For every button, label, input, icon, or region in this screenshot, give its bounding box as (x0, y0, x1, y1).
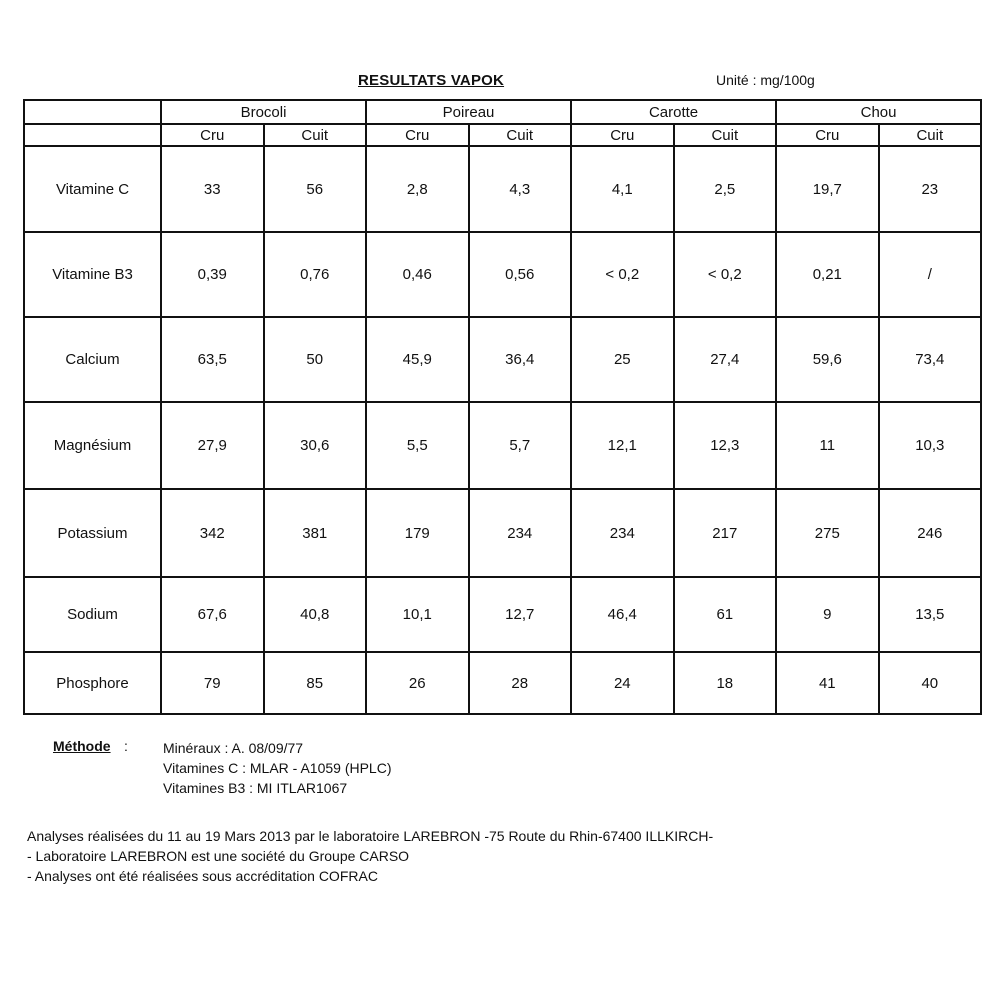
cuit-header: Cuit (469, 124, 572, 146)
value-cell: 79 (161, 652, 264, 714)
vegetable-header: Poireau (366, 100, 571, 124)
value-cell: 246 (879, 489, 982, 577)
table-row (24, 402, 981, 489)
value-cell: 0,39 (161, 232, 264, 317)
value-cell: 23 (879, 146, 982, 232)
value-cell: 12,3 (674, 402, 777, 489)
value-cell: 2,5 (674, 146, 777, 232)
value-cell: 342 (161, 489, 264, 577)
value-cell: 4,1 (571, 146, 674, 232)
value-cell: 275 (776, 489, 879, 577)
vegetable-header: Chou (776, 100, 981, 124)
value-cell: 10,3 (879, 402, 982, 489)
value-cell: < 0,2 (571, 232, 674, 317)
table-row (24, 577, 981, 652)
row-label: Sodium (24, 577, 161, 652)
value-cell: 28 (469, 652, 572, 714)
value-cell: 36,4 (469, 317, 572, 402)
table-row (24, 146, 981, 232)
value-cell: 56 (264, 146, 367, 232)
value-cell: 11 (776, 402, 879, 489)
value-cell: 33 (161, 146, 264, 232)
value-cell: 0,21 (776, 232, 879, 317)
value-cell: 50 (264, 317, 367, 402)
value-cell: 0,46 (366, 232, 469, 317)
methode-colon: : (124, 738, 128, 754)
note-line: - Laboratoire LAREBRON est une société du Groupe CARSO (27, 848, 410, 864)
value-cell: 0,76 (264, 232, 367, 317)
cru-header: Cru (366, 124, 469, 146)
value-cell: 2,8 (366, 146, 469, 232)
unit-label: Unité : mg/100g (716, 72, 815, 88)
value-cell: 381 (264, 489, 367, 577)
value-cell: 0,56 (469, 232, 572, 317)
analysis-notes (27, 826, 713, 886)
row-label: Vitamine B3 (24, 232, 161, 317)
value-cell: 9 (776, 577, 879, 652)
value-cell: 45,9 (366, 317, 469, 402)
vegetable-header: Carotte (571, 100, 776, 124)
value-cell: 41 (776, 652, 879, 714)
value-cell: 73,4 (879, 317, 982, 402)
results-table (23, 99, 982, 715)
value-cell: 13,5 (879, 577, 982, 652)
table-row (24, 652, 981, 714)
value-cell: 46,4 (571, 577, 674, 652)
value-cell: 5,7 (469, 402, 572, 489)
row-label: Potassium (24, 489, 161, 577)
value-cell: 67,6 (161, 577, 264, 652)
value-cell: 40,8 (264, 577, 367, 652)
cuit-header: Cuit (264, 124, 367, 146)
cru-header: Cru (571, 124, 674, 146)
value-cell: 5,5 (366, 402, 469, 489)
value-cell: 18 (674, 652, 777, 714)
value-cell: 40 (879, 652, 982, 714)
preparation-header-row (24, 124, 981, 146)
value-cell: 59,6 (776, 317, 879, 402)
table-row (24, 232, 981, 317)
value-cell: 63,5 (161, 317, 264, 402)
results-body (24, 146, 981, 714)
value-cell: 10,1 (366, 577, 469, 652)
corner-cell (24, 100, 161, 124)
value-cell: 27,4 (674, 317, 777, 402)
cru-header: Cru (776, 124, 879, 146)
value-cell: 4,3 (469, 146, 572, 232)
value-cell: 12,1 (571, 402, 674, 489)
note-line: Analyses réalisées du 11 au 19 Mars 2013 par le laboratoire LAREBRON -75 Route du Rhin-67400 ILLKIRCH- (27, 828, 714, 844)
value-cell: 19,7 (776, 146, 879, 232)
document-title: RESULTATS VAPOK (358, 72, 505, 89)
value-cell: 217 (674, 489, 777, 577)
value-cell: 179 (366, 489, 469, 577)
value-cell: 27,9 (161, 402, 264, 489)
value-cell: 85 (264, 652, 367, 714)
cuit-header: Cuit (879, 124, 982, 146)
methode-line: Minéraux : A. 08/09/77 (163, 740, 304, 756)
value-cell: 234 (571, 489, 674, 577)
methode-lines (163, 738, 392, 798)
methode-line: Vitamines C : MLAR - A1059 (HPLC) (163, 760, 392, 776)
row-label: Phosphore (24, 652, 161, 714)
methode-line: Vitamines B3 : MI ITLAR1067 (163, 780, 348, 796)
corner-cell (24, 124, 161, 146)
vegetable-header-row (24, 100, 981, 124)
methode-label: Méthode (53, 738, 111, 754)
row-label: Calcium (24, 317, 161, 402)
value-cell: 234 (469, 489, 572, 577)
note-line: - Analyses ont été réalisées sous accréditation COFRAC (27, 868, 378, 884)
vegetable-header: Brocoli (161, 100, 366, 124)
row-label: Vitamine C (24, 146, 161, 232)
cru-header: Cru (161, 124, 264, 146)
row-label: Magnésium (24, 402, 161, 489)
value-cell: 25 (571, 317, 674, 402)
cuit-header: Cuit (674, 124, 777, 146)
value-cell: / (879, 232, 982, 317)
value-cell: 61 (674, 577, 777, 652)
table-row (24, 489, 981, 577)
table-row (24, 317, 981, 402)
value-cell: 26 (366, 652, 469, 714)
value-cell: 30,6 (264, 402, 367, 489)
value-cell: 12,7 (469, 577, 572, 652)
value-cell: < 0,2 (674, 232, 777, 317)
value-cell: 24 (571, 652, 674, 714)
